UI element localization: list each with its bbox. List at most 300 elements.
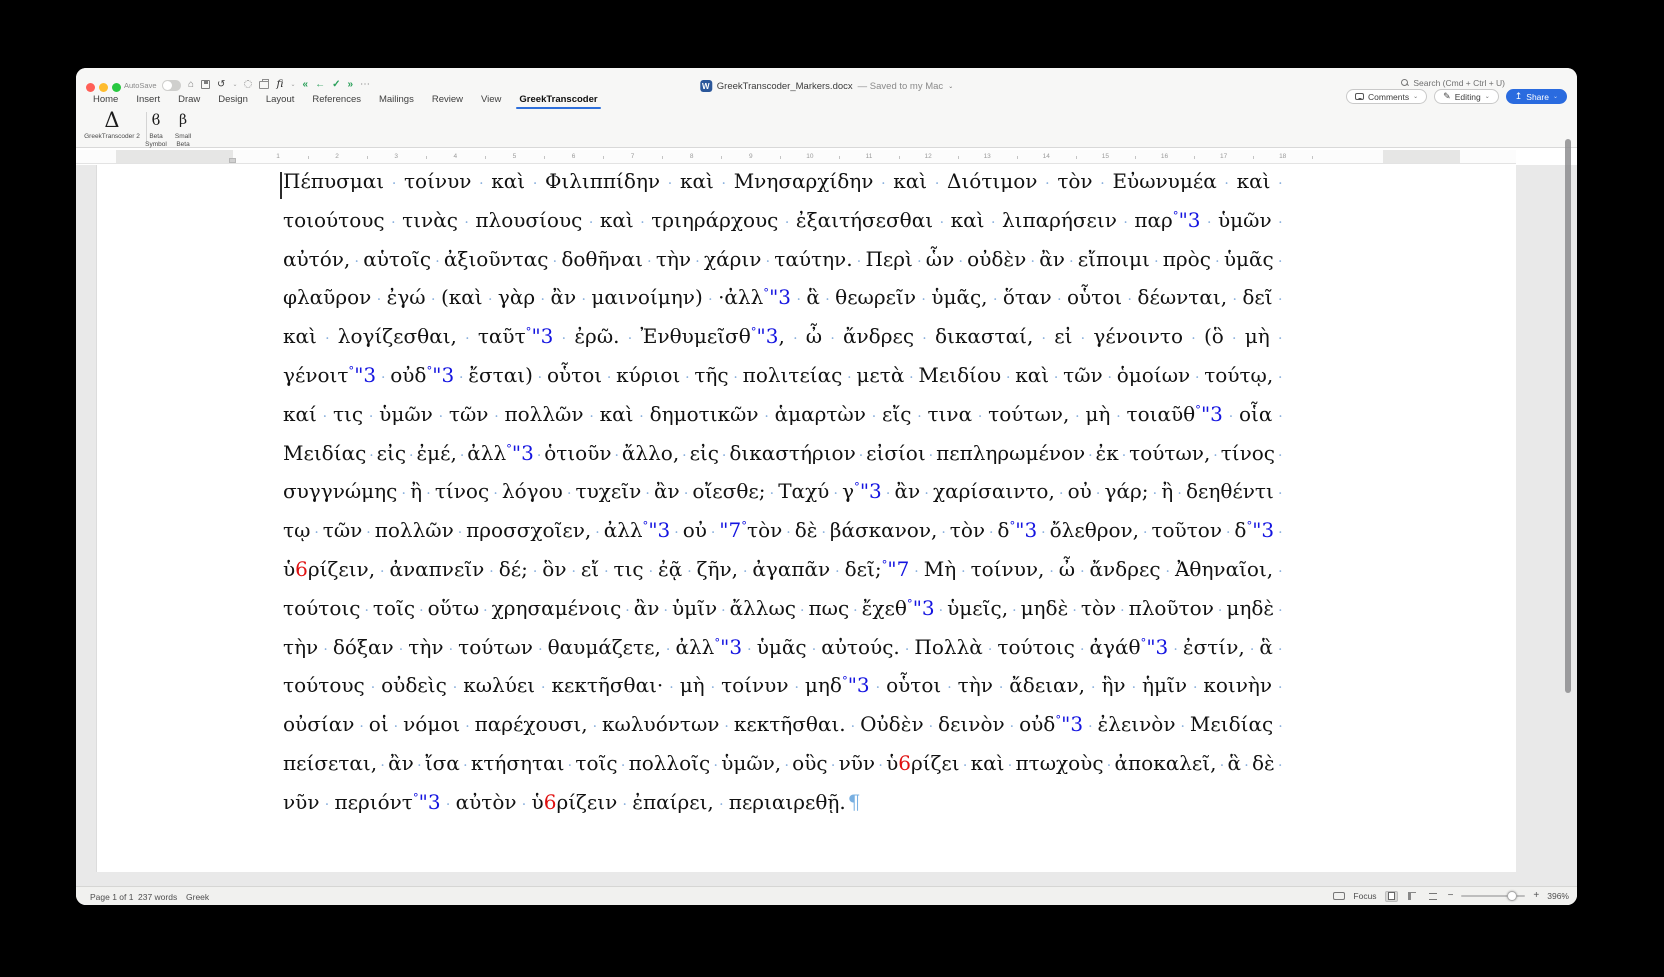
word: δ°"3 [997,518,1038,543]
word-count[interactable]: 237 words [138,892,178,902]
space-dot: · [663,602,668,619]
word: τοιούτους [283,207,385,232]
word: οὗτοι [886,673,942,698]
space-dot: · [1106,757,1112,774]
space-dot: · [1120,602,1125,619]
word: τῶν [322,518,363,543]
language-indicator[interactable]: Greek [186,892,210,902]
word: ἐξαιτήσεσθαι [795,207,934,232]
space-dot: · [438,408,444,425]
word: τὴν [283,634,319,659]
word: οἷα [1238,401,1273,426]
word: βάσκανον, [829,518,938,543]
transcoder-marker: °"3 [412,789,441,814]
word: οὐδὲν [967,246,1027,271]
word: ταῦτ°"3 [477,324,554,349]
word: ἃ [1259,634,1273,659]
text-line [283,557,1283,596]
space-dot: · [581,292,586,309]
zoom-percentage[interactable]: 396% [1547,891,1569,901]
space-dot: · [592,719,598,736]
word: ὁμοίων [1116,362,1191,387]
space-dot: · [1278,214,1283,231]
space-dot: · [426,486,431,503]
document-title[interactable] [700,80,953,92]
space-dot: · [325,331,330,348]
space-dot: · [567,757,573,774]
text-line [283,712,1283,751]
word: καὶ [970,750,1005,775]
zoom-window-button[interactable] [112,83,121,92]
space-dot: · [682,447,687,464]
document-page[interactable] [96,165,1516,872]
ligature-icon[interactable]: fi [276,78,284,90]
word: ὧν [925,246,955,271]
double-right-arrow-icon[interactable]: » [347,78,354,90]
space-dot: · [493,486,498,503]
transcoder-marker: °"3 [763,285,792,310]
word: πτωχοὺς [1015,750,1104,775]
word: ὑ6ρίζει [886,750,960,775]
space-dot: · [1072,602,1077,619]
space-dot: · [648,563,654,580]
word: πεπληρωμένον [936,440,1086,465]
word: τῆς [694,362,729,387]
word: δὲ [794,518,818,543]
word: δέωνται, [1137,285,1228,310]
space-dot: · [1088,719,1093,736]
word: καὶ [1236,169,1271,193]
word: οἱ [368,712,389,737]
zoom-out-button[interactable]: − [1447,890,1454,901]
word: συγγνώμης [283,479,398,504]
word: λιπαρήσειν [1001,207,1117,232]
space-dot: · [674,525,679,542]
space-dot: · [835,563,840,580]
word: φλαῦρον [283,285,372,310]
space-dot: · [747,641,752,658]
word: πως [808,595,850,620]
check-icon[interactable]: ✓ [332,78,341,90]
word: καὶ [950,207,985,232]
word: ἀξιοῦντας [443,246,549,271]
space-dot: · [1232,292,1237,309]
word: τῶν [1063,362,1103,387]
autosave-toggle[interactable] [162,80,181,91]
space-dot: · [614,447,619,464]
tab-greektranscoder[interactable]: GreekTranscoder [510,92,606,106]
word: τίνος [1220,440,1275,465]
text-line [283,441,1283,480]
word: αὐτόν, [283,246,351,271]
text-line [283,169,1283,208]
space-dot: · [742,563,748,580]
word: ἐᾷ [658,556,683,581]
space-dot: · [833,486,838,503]
space-dot: · [536,447,542,464]
space-dot: · [784,757,789,774]
space-dot: · [354,253,359,270]
print-layout-view-button[interactable] [1385,891,1398,902]
space-dot: · [369,447,374,464]
space-dot: · [1278,292,1283,309]
word: τούτῳ, [1204,362,1274,387]
space-dot: · [667,176,673,192]
word: εἴς [882,401,912,426]
space-dot: · [604,563,609,580]
word: αὑτοῖς [363,246,432,271]
space-dot: · [483,602,488,619]
word: δημοτικῶν [649,401,759,426]
space-dot: · [622,796,627,813]
word: ὑ6ρίζειν, [283,556,376,581]
space-dot: · [939,214,945,231]
space-dot: · [1207,214,1212,231]
space-dot: · [323,641,328,658]
space-dot: · [640,214,645,231]
word: ἔσται) [468,362,533,387]
space-dot: · [647,253,652,270]
word: γάρ; [1104,479,1149,504]
word: Μειδίας [1189,712,1274,737]
space-dot: · [366,525,371,542]
space-dot: · [710,680,716,697]
word: ἄνδρες [843,324,915,349]
text-line [283,247,1283,286]
word: τοίνυν [721,673,789,698]
word: πλοῦτον [1128,595,1214,620]
transcoder-marker: °"3 [854,479,882,504]
tab-references[interactable]: References [312,93,361,105]
word: ἐστίν, [1182,634,1245,659]
word: νῦν [283,789,320,814]
space-dot: · [847,369,852,386]
word: οὐσίαν [283,712,355,737]
word: νόμοι [403,712,461,737]
word: κεκτῆσθαι· [551,673,664,698]
word: Ἀθηναῖοι, [1174,556,1274,581]
word: κτήσηται [470,750,565,775]
word: ἐγώ [386,285,426,310]
transcoder-marker: °"3 [1055,712,1084,737]
search-control[interactable] [1401,78,1505,88]
page-count[interactable]: Page 1 of 1 [90,892,134,902]
word: προσσχοῖεν, [466,518,592,543]
space-dot: · [1228,408,1234,425]
space-dot: · [1177,486,1182,503]
tab-review[interactable]: Review [431,93,463,105]
indent-marker[interactable] [229,158,236,163]
editing-button[interactable]: ✎ Editing ⌄ [1434,89,1499,104]
space-dot: · [924,486,929,503]
space-dot: · [917,253,922,270]
space-dot: · [359,719,364,736]
space-dot: · [1225,525,1231,542]
word: τὸν [1080,595,1117,620]
word: ὑμῶν [1218,207,1272,232]
space-dot: · [719,796,724,813]
space-dot: · [368,408,374,425]
space-dot: · [962,757,968,774]
word: τυχεῖν [575,479,642,504]
word: ἀποκαλεῖ, [1114,750,1217,775]
zoom-slider-knob[interactable] [1507,891,1517,901]
space-dot: · [431,292,436,309]
space-dot: · [459,369,464,386]
word: ἀγαπᾶν [752,556,831,581]
tab-mailings[interactable]: Mailings [378,93,414,105]
space-dot: · [1121,447,1127,464]
paragraph-mark: ¶ [847,789,861,814]
space-dot: · [987,641,993,658]
space-dot: · [1069,253,1074,270]
autosave-label: AutoSave [124,81,157,90]
text-line [283,208,1283,247]
tab-insert[interactable]: Insert [136,93,161,105]
right-margin-zone [1383,150,1460,163]
space-dot: · [627,331,633,348]
space-dot: · [794,680,799,697]
word: αὐτούς. [821,634,900,659]
greektranscoder2-button[interactable]: Δ GreekTranscoder 2 [80,108,144,141]
ruler-number: 12 [924,153,932,160]
word: Πέπυσμαι [283,169,385,193]
word: πολλῶν [374,518,454,543]
space-dot: · [811,641,817,658]
space-dot: · [376,292,382,309]
word: ἃ [1227,750,1241,775]
ruler-number: 2 [335,153,339,160]
space-dot: · [532,176,538,192]
comments-button[interactable]: Comments ⌄ [1346,89,1427,104]
ruler-number: 10 [806,153,814,160]
search-icon [1401,79,1409,87]
space-dot: · [1213,447,1218,464]
space-dot: · [793,331,798,348]
word-window [76,68,1577,905]
word: οὐ [1067,479,1092,504]
space-dot: · [1173,641,1178,658]
word: ἴσα [424,750,460,775]
word: πλουσίους [475,207,583,232]
word: Διότιμον [947,169,1038,193]
space-dot: · [1278,408,1283,425]
space-dot: · [1277,331,1283,348]
zoom-slider[interactable] [1461,895,1525,897]
word: ἀλλ°"3 [675,634,743,659]
space-dot: · [391,214,396,231]
undo-chevron-icon[interactable]: ⌄ [232,81,238,88]
tab-draw[interactable]: Draw [178,93,201,105]
word: ὑ6ρίζειν [531,789,618,814]
ruler-number: 16 [1160,153,1169,160]
small-beta-icon: β [178,112,188,128]
beta-symbol-icon: ϐ [151,111,161,129]
horizontal-ruler[interactable] [76,150,1516,164]
ligature-chevron-icon[interactable]: ⌄ [290,81,296,88]
word: τῳ [283,518,311,543]
word: ἂν [654,479,680,504]
print-icon[interactable] [259,81,269,89]
minimize-button[interactable] [99,83,108,92]
save-icon[interactable] [201,80,210,89]
vertical-scrollbar-thumb[interactable] [1565,139,1571,693]
space-dot: · [713,757,718,774]
transcoder-marker: °"3 [714,634,743,659]
ruler-number: 17 [1219,153,1228,160]
word: Περὶ [865,246,913,271]
word: κωλυόντων [602,712,720,737]
space-dot: · [990,214,996,231]
more-icon[interactable]: ⋯ [360,78,371,90]
word: εἰ [1054,324,1073,349]
space-dot: · [695,253,700,270]
word: δοθῆναι [561,246,643,271]
text-line [283,673,1283,712]
word: ὅταν [1002,285,1052,310]
word: τὸν [949,518,986,543]
double-left-arrow-icon[interactable]: « [302,78,309,90]
space-dot: · [1116,408,1121,425]
home-icon[interactable]: ⌂ [188,78,195,90]
share-button[interactable]: ↥ Share ⌄ [1506,89,1567,104]
word: γὰρ [497,285,536,310]
word: γένοιντο [1093,324,1183,349]
word: καὶ [893,169,928,193]
word: Μνησαρχίδην [733,169,874,193]
comments-icon [1355,93,1364,100]
word: κύριοι [616,362,681,387]
space-dot: · [733,369,738,386]
transcoder-marker: °"3 [506,440,534,465]
word: λόγου [501,479,563,504]
word: ὑμᾶς [1223,246,1274,271]
space-dot: · [830,331,835,348]
space-dot: · [463,757,468,774]
close-button[interactable] [86,83,95,92]
space-dot: · [853,602,858,619]
focus-label[interactable]: Focus [1353,891,1377,901]
space-dot: · [1080,563,1085,580]
transcoder-marker: °"3 [906,595,935,620]
text-cursor [280,172,282,199]
space-dot: · [639,408,644,425]
space-dot: · [1219,757,1225,774]
text-line [283,635,1283,674]
status-bar [76,886,1577,905]
ruler-number: 18 [1279,153,1287,160]
word: οὐ [682,518,707,543]
small-beta-button[interactable]: β Small Beta [169,108,197,148]
outline-view-button[interactable] [1427,891,1440,902]
space-dot: · [464,214,469,231]
word: δεῖ [1242,285,1273,310]
word: Μειδίου [918,362,1002,387]
word: ἂν [894,479,921,504]
space-dot: · [764,408,769,425]
text-line [283,285,1283,324]
word: ὦ [805,324,823,349]
undo-icon[interactable]: ↺ [217,78,226,90]
space-dot: · [825,292,830,309]
word: ὑμᾶς, [931,285,988,310]
quick-access-toolbar [188,78,370,90]
space-dot: · [1152,486,1158,503]
space-dot: · [1278,719,1283,736]
redo-icon[interactable] [244,80,252,88]
transcoder-marker: °"3 [426,362,455,387]
ruler-number: 7 [630,153,635,160]
tab-layout[interactable]: Layout [265,93,295,105]
space-dot: · [1277,486,1283,503]
word: περιόντ°"3 [334,789,441,814]
share-icon: ↥ [1514,91,1523,101]
space-dot: · [552,253,558,270]
space-dot: · [448,641,454,658]
space-dot: · [645,486,650,503]
space-dot: · [784,214,790,231]
tab-view[interactable]: View [481,93,502,105]
space-dot: · [1165,563,1170,580]
transcoder-marker: °"3 [750,324,779,349]
left-arrow-icon[interactable]: ← [315,78,326,90]
word: ἀγάθ°"3 [1089,634,1169,659]
word: ἡμῖν [1142,673,1187,698]
word: θεωρεῖν [835,285,916,310]
word: εἰς [376,440,407,465]
space-dot: · [1127,292,1132,309]
space-dot: · [566,486,572,503]
space-dot: · [419,602,424,619]
traffic-lights [86,83,121,92]
space-dot: · [1100,176,1105,192]
space-dot: · [479,176,484,192]
word: δόξαν [332,634,394,659]
web-layout-view-button[interactable] [1406,891,1419,902]
word: τινα [927,401,973,426]
tab-design[interactable]: Design [218,93,248,105]
space-dot: · [914,563,919,580]
beta-symbol-char: 6 [543,789,557,814]
transcoder-marker: °"3 [1246,518,1275,543]
space-dot: · [800,602,805,619]
word: τοίνυν [403,169,472,193]
transcoder-marker: °"3 [1009,518,1038,543]
space-dot: · [977,408,983,425]
word: τῶν [448,401,489,426]
ruler-number: 14 [1042,153,1050,160]
transcoder-marker: °"3 [642,518,671,543]
zoom-in-button[interactable]: + [1533,890,1540,901]
word: τούτων, [988,401,1070,426]
beta-symbol-button[interactable]: ϐ Beta Symbol [141,108,171,148]
word: ἐκ [1095,440,1119,465]
space-dot: · [1080,331,1086,348]
space-dot: · [532,563,538,580]
space-dot: · [708,292,713,309]
space-dot: · [1058,486,1064,503]
word: εἰς [689,440,719,465]
word: χάριν [703,246,762,271]
word: οἴεσθε; [692,479,766,504]
word: μὴ [1244,324,1270,349]
word: ἂν [633,595,660,620]
word: ἐρῶ. [574,324,620,349]
tab-home[interactable]: Home [93,93,119,105]
space-dot: · [904,641,910,658]
word: οὗτοι [1066,285,1123,310]
space-dot: · [1249,641,1255,658]
